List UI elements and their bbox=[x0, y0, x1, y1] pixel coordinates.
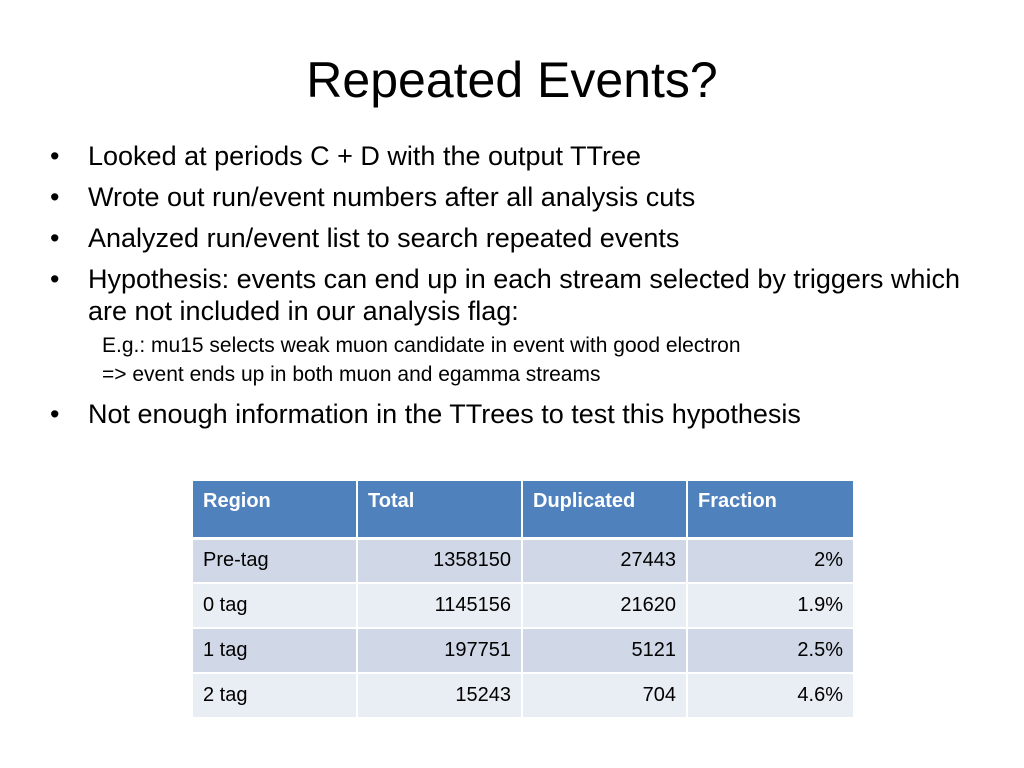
bullet-text: Analyzed run/event list to search repeated events bbox=[88, 223, 680, 253]
bullet-item bbox=[48, 181, 978, 213]
cell-duplicated: 704 bbox=[522, 673, 687, 718]
bullet-text: Wrote out run/event numbers after all analysis cuts bbox=[88, 182, 696, 212]
table-row bbox=[193, 628, 853, 673]
cell-duplicated: 21620 bbox=[522, 583, 687, 628]
bullet-text: Hypothesis: events can end up in each stream selected by triggers which are not included in our analysis flag: bbox=[88, 264, 960, 326]
cell-fraction: 4.6% bbox=[687, 673, 853, 718]
bullet-dot-icon: • bbox=[50, 264, 60, 294]
table-header-row bbox=[193, 481, 853, 538]
cell-total: 1358150 bbox=[357, 538, 522, 583]
header-duplicated: Duplicated bbox=[522, 481, 687, 538]
bullet-text: Not enough information in the TTrees to test this hypothesis bbox=[88, 399, 801, 429]
slide-title: Repeated Events? bbox=[306, 52, 718, 108]
bullet-item bbox=[48, 263, 978, 327]
cell-duplicated: 5121 bbox=[522, 628, 687, 673]
cell-total: 15243 bbox=[357, 673, 522, 718]
table-row bbox=[193, 538, 853, 583]
cell-region: Pre-tag bbox=[193, 538, 357, 583]
cell-region: 0 tag bbox=[193, 583, 357, 628]
duplicates-table bbox=[193, 481, 853, 719]
bullet-list bbox=[48, 140, 978, 439]
cell-fraction: 2.5% bbox=[687, 628, 853, 673]
cell-fraction: 1.9% bbox=[687, 583, 853, 628]
cell-total: 1145156 bbox=[357, 583, 522, 628]
bullet-dot-icon: • bbox=[50, 182, 60, 212]
bullet-dot-icon: • bbox=[50, 223, 60, 253]
cell-region: 2 tag bbox=[193, 673, 357, 718]
header-fraction: Fraction bbox=[687, 481, 853, 538]
sub-bullet-item: => event ends up in both muon and egamma streams bbox=[102, 363, 601, 386]
header-total: Total bbox=[357, 481, 522, 538]
bullet-text: Looked at periods C + D with the output TTree bbox=[88, 141, 642, 171]
bullet-dot-icon: • bbox=[50, 399, 60, 429]
cell-region: 1 tag bbox=[193, 628, 357, 673]
header-region: Region bbox=[193, 481, 357, 538]
bullet-item bbox=[48, 222, 978, 254]
table-row bbox=[193, 673, 853, 718]
sub-bullet-item: E.g.: mu15 selects weak muon candidate in event with good electron bbox=[102, 334, 741, 357]
bullet-item bbox=[48, 140, 978, 172]
bullet-item bbox=[48, 398, 978, 430]
cell-duplicated: 27443 bbox=[522, 538, 687, 583]
cell-total: 197751 bbox=[357, 628, 522, 673]
bullet-dot-icon: • bbox=[50, 141, 60, 171]
table-row bbox=[193, 583, 853, 628]
cell-fraction: 2% bbox=[687, 538, 853, 583]
